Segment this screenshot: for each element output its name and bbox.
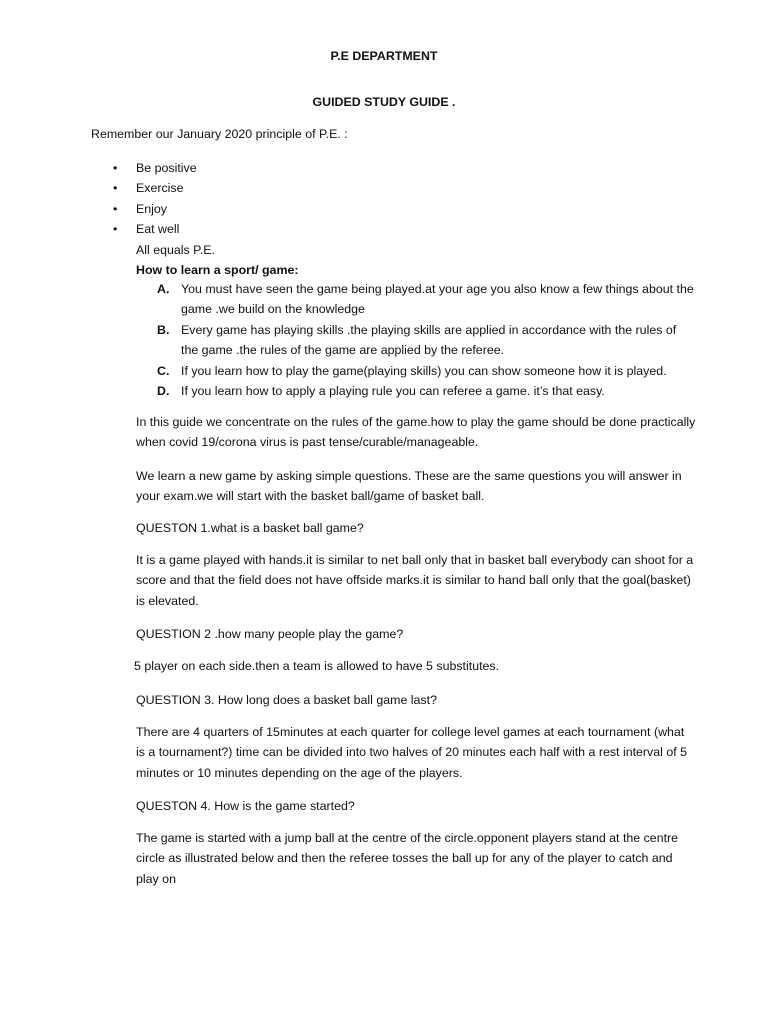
answer-1: It is a game played with hands.it is similar to net ball only that in basket ball everybody can shoot for a score and that the field does not have offside marks.it is similar to hand ball only that the goal(basket) is elevated. [136,553,694,608]
learn-heading: How to learn a sport/ game: [136,263,299,277]
step-text: You must have seen the game being played.at your age you also know a few things about the game .we build on the knowledge [181,282,694,317]
step-text: If you learn how to apply a playing rule you can referee a game. it’s that easy. [181,384,605,399]
principle-text: Enjoy [136,201,167,216]
list-item [136,361,696,381]
department-heading: P.E DEPARTMENT [330,49,438,63]
bullet-icon: • [113,222,118,237]
step-text: If you learn how to play the game(playing skills) you can show someone how it is played. [181,363,667,378]
step-letter: C. [157,363,170,378]
intro-line: Remember our January 2020 principle of P.E. : [91,127,348,141]
step-letter: A. [157,282,170,296]
question-3: QUESTION 3. How long does a basket ball game last? [136,693,437,707]
principle-text: Exercise [136,181,184,196]
question-1: QUESTON 1.what is a basket ball game? [136,521,364,535]
bullet-icon: • [113,201,118,216]
list-item [113,158,197,178]
steps-list [136,279,696,401]
question-4: QUESTON 4. How is the game started? [136,799,355,813]
principles-list [113,158,197,240]
list-item [113,178,197,198]
principle-text: Be positive [136,161,197,175]
guide-paragraph: In this guide we concentrate on the rules of the game.how to play the game should be done practically when covid 19/corona virus is past tense/curable/manageable. [136,415,696,450]
answer-4: The game is started with a jump ball at the centre of the circle.opponent players stand at the centre circle as illustrated below and then the referee tosses the ball up for any of the player to catch and play on [136,831,679,886]
list-item [113,199,197,219]
step-text: Every game has playing skills .the playing skills are applied in accordance with the rules of the game .the rules of the game are applied by the referee. [181,322,677,358]
guide-paragraph: We learn a new game by asking simple questions. These are the same questions you will answer in your exam.we will start with the basket ball/game of basket ball. [136,469,682,504]
step-letter: B. [157,322,170,337]
document-title: GUIDED STUDY GUIDE . [312,95,456,109]
principle-text: Eat well [136,222,180,237]
list-item [136,279,696,320]
list-item [136,381,696,401]
bullet-icon: • [113,181,118,196]
all-equals-line: All equals P.E. [136,243,215,257]
list-item [136,320,696,361]
question-2: QUESTION 2 .how many people play the game? [136,627,404,641]
answer-2: 5 player on each side.then a team is allowed to have 5 substitutes. [134,659,500,673]
step-letter: D. [157,384,170,399]
list-item [113,219,197,239]
bullet-icon: • [113,161,118,175]
answer-3: There are 4 quarters of 15minutes at each quarter for college level games at each tournament (what is a tournament?) time can be divided into two halves of 20 minutes each half with a rest interval of 5 minutes or 10 minutes depending on the age of the players. [136,725,687,780]
